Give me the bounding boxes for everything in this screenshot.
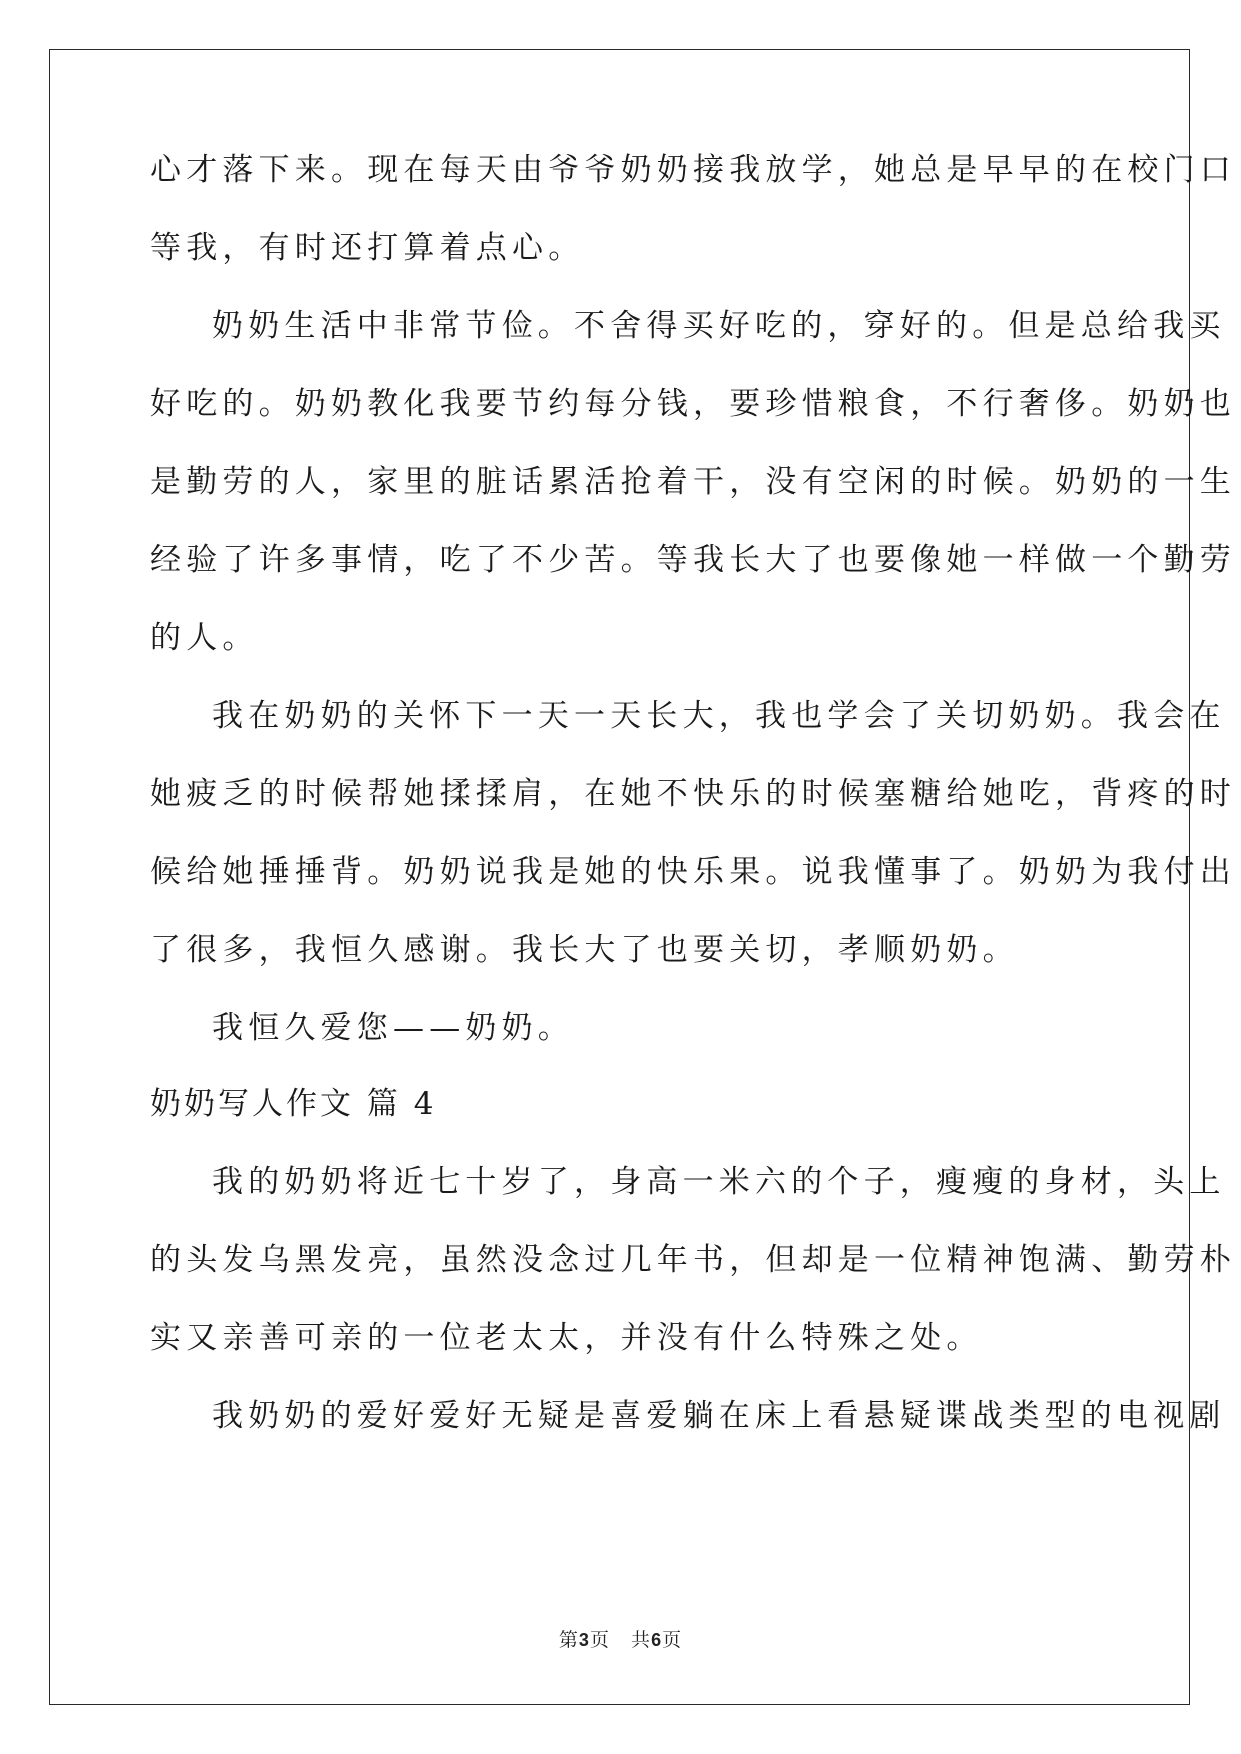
text-line: 了很多，我恒久感谢。我长大了也要关切，孝顺奶奶。 xyxy=(150,932,1019,968)
page-total: 6 xyxy=(651,1630,663,1650)
text-line: 的头发乌黑发亮，虽然没念过几年书，但却是一位精神饱满、勤劳朴 xyxy=(150,1242,1236,1278)
text-line: 等我，有时还打算着点心。 xyxy=(150,230,585,266)
text-line: 好吃的。奶奶教化我要节约每分钱，要珍惜粮食，不行奢侈。奶奶也 xyxy=(150,386,1236,422)
text-line: 是勤劳的人，家里的脏话累活抢着干，没有空闲的时候。奶奶的一生 xyxy=(150,464,1236,500)
text-line: 我奶奶的爱好爱好无疑是喜爱躺在床上看悬疑谍战类型的电视剧 xyxy=(212,1398,1226,1434)
text-line: 我在奶奶的关怀下一天一天长大，我也学会了关切奶奶。我会在 xyxy=(212,698,1226,734)
page-footer xyxy=(0,1625,1241,1652)
text-line: 实又亲善可亲的一位老太太，并没有什么特殊之处。 xyxy=(150,1320,983,1356)
section-heading: 奶奶写人作文 篇 4 xyxy=(150,1086,437,1122)
text-line: 我的奶奶将近七十岁了，身高一米六的个子，瘦瘦的身材，头上 xyxy=(212,1164,1226,1200)
page-suffix: 页 xyxy=(662,1629,683,1651)
text-line: 她疲乏的时候帮她揉揉肩，在她不快乐的时候塞糖给她吃，背疼的时 xyxy=(150,776,1236,812)
page-mid: 页 共 xyxy=(589,1629,652,1651)
text-line: 经验了许多事情，吃了不少苦。等我长大了也要像她一样做一个勤劳 xyxy=(150,542,1236,578)
text-line: 的人。 xyxy=(150,620,259,656)
text-line: 心才落下来。现在每天由爷爷奶奶接我放学，她总是早早的在校门口 xyxy=(150,152,1236,188)
text-line: 候给她捶捶背。奶奶说我是她的快乐果。说我懂事了。奶奶为我付出 xyxy=(150,854,1236,890)
text-line: 奶奶生活中非常节俭。不舍得买好吃的，穿好的。但是总给我买 xyxy=(212,308,1226,344)
page-prefix: 第 xyxy=(558,1629,579,1651)
text-line: 我恒久爱您——奶奶。 xyxy=(212,1010,574,1046)
page-current: 3 xyxy=(578,1630,590,1650)
